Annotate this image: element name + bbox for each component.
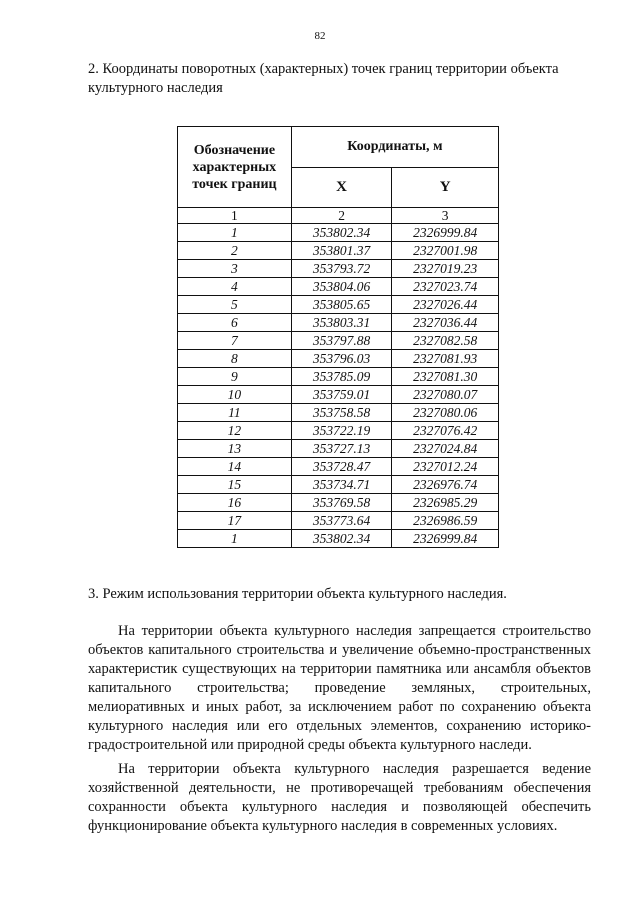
column-number-3: 3 bbox=[392, 208, 499, 224]
cell-point: 5 bbox=[178, 296, 292, 314]
table-row bbox=[178, 458, 499, 476]
paragraph-prohibitions bbox=[88, 622, 591, 755]
table-row bbox=[178, 260, 499, 278]
cell-x: 353734.71 bbox=[291, 476, 392, 494]
table-row bbox=[178, 512, 499, 530]
header-coordinates: Координаты, м bbox=[291, 127, 498, 168]
table-row bbox=[178, 368, 499, 386]
cell-point: 13 bbox=[178, 440, 292, 458]
paragraph-permissions-text: На территории объекта культурного наследия разрешается ведение хозяйственной деятельности, не противоречащей требованиям обеспечения сохранности объекта культурного наследия и позволяющей обеспечить функционирование объекта культурного наследия в современных условиях. bbox=[88, 761, 591, 834]
coordinates-table bbox=[177, 126, 499, 548]
table-row bbox=[178, 314, 499, 332]
cell-point: 16 bbox=[178, 494, 292, 512]
cell-point: 1 bbox=[178, 530, 292, 548]
cell-x: 353759.01 bbox=[291, 386, 392, 404]
table-row bbox=[178, 494, 499, 512]
cell-x: 353727.13 bbox=[291, 440, 392, 458]
cell-point: 17 bbox=[178, 512, 292, 530]
cell-x: 353802.34 bbox=[291, 530, 392, 548]
paragraph-prohibitions-text: На территории объекта культурного наследия запрещается строительство объектов капитального строительства и увеличение объемно-пространственных характеристик существующих на территории памятника или ансамбля объектов капитального строительства; проведение земляных, строительных, мелиоративных и иных работ, за исключением работ по сохранению объекта культурного наследия или его отдельных элементов, сохранению историко-градостроительной или природной среды объекта культурного наследи. bbox=[88, 623, 591, 753]
page-number: 82 bbox=[314, 30, 326, 42]
cell-x: 353793.72 bbox=[291, 260, 392, 278]
cell-y: 2327076.42 bbox=[392, 422, 499, 440]
cell-x: 353796.03 bbox=[291, 350, 392, 368]
cell-y: 2327080.06 bbox=[392, 404, 499, 422]
table-row bbox=[178, 530, 499, 548]
cell-y: 2327001.98 bbox=[392, 242, 499, 260]
cell-point: 4 bbox=[178, 278, 292, 296]
cell-y: 2326985.29 bbox=[392, 494, 499, 512]
paragraph-permissions bbox=[88, 760, 591, 836]
column-number-1: 1 bbox=[178, 208, 292, 224]
cell-y: 2327019.23 bbox=[392, 260, 499, 278]
table-body bbox=[178, 224, 499, 548]
cell-y: 2327026.44 bbox=[392, 296, 499, 314]
cell-x: 353785.09 bbox=[291, 368, 392, 386]
cell-y: 2326999.84 bbox=[392, 224, 499, 242]
cell-point: 14 bbox=[178, 458, 292, 476]
cell-y: 2327023.74 bbox=[392, 278, 499, 296]
table-row bbox=[178, 224, 499, 242]
cell-y: 2327082.58 bbox=[392, 332, 499, 350]
cell-y: 2327036.44 bbox=[392, 314, 499, 332]
header-point-designation: Обозначение характерных точек границ bbox=[178, 127, 292, 208]
cell-point: 9 bbox=[178, 368, 292, 386]
cell-point: 11 bbox=[178, 404, 292, 422]
section-2-heading: 2. Координаты поворотных (характерных) точек границ территории объекта культурного наследия bbox=[88, 61, 559, 96]
header-y: Y bbox=[392, 167, 499, 208]
cell-x: 353722.19 bbox=[291, 422, 392, 440]
cell-point: 3 bbox=[178, 260, 292, 278]
cell-x: 353804.06 bbox=[291, 278, 392, 296]
cell-x: 353803.31 bbox=[291, 314, 392, 332]
cell-y: 2327080.07 bbox=[392, 386, 499, 404]
cell-y: 2327024.84 bbox=[392, 440, 499, 458]
table-row bbox=[178, 386, 499, 404]
section-3-heading: 3. Режим использования территории объекта культурного наследия. bbox=[88, 586, 507, 602]
cell-point: 1 bbox=[178, 224, 292, 242]
table-row bbox=[178, 296, 499, 314]
cell-x: 353769.58 bbox=[291, 494, 392, 512]
cell-x: 353758.58 bbox=[291, 404, 392, 422]
cell-x: 353797.88 bbox=[291, 332, 392, 350]
table-row bbox=[178, 476, 499, 494]
cell-point: 2 bbox=[178, 242, 292, 260]
cell-x: 353802.34 bbox=[291, 224, 392, 242]
cell-point: 8 bbox=[178, 350, 292, 368]
cell-y: 2326976.74 bbox=[392, 476, 499, 494]
table-row bbox=[178, 278, 499, 296]
cell-point: 6 bbox=[178, 314, 292, 332]
cell-y: 2327081.30 bbox=[392, 368, 499, 386]
column-number-2: 2 bbox=[291, 208, 392, 224]
cell-point: 7 bbox=[178, 332, 292, 350]
cell-point: 10 bbox=[178, 386, 292, 404]
table-row bbox=[178, 404, 499, 422]
cell-x: 353728.47 bbox=[291, 458, 392, 476]
table-row bbox=[178, 440, 499, 458]
cell-y: 2327081.93 bbox=[392, 350, 499, 368]
table-row bbox=[178, 242, 499, 260]
header-x: X bbox=[291, 167, 392, 208]
cell-y: 2326986.59 bbox=[392, 512, 499, 530]
cell-y: 2326999.84 bbox=[392, 530, 499, 548]
cell-point: 12 bbox=[178, 422, 292, 440]
cell-x: 353805.65 bbox=[291, 296, 392, 314]
cell-point: 15 bbox=[178, 476, 292, 494]
cell-y: 2327012.24 bbox=[392, 458, 499, 476]
table-row bbox=[178, 332, 499, 350]
table-row bbox=[178, 350, 499, 368]
cell-x: 353773.64 bbox=[291, 512, 392, 530]
cell-x: 353801.37 bbox=[291, 242, 392, 260]
table-row bbox=[178, 422, 499, 440]
